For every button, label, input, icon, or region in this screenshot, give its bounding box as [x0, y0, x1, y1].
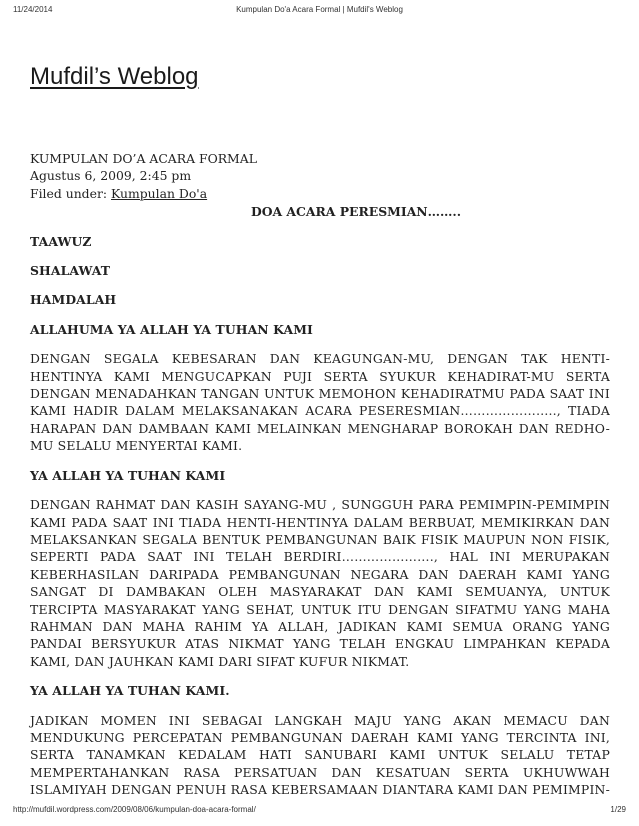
- paragraph-line: MU SELALU MENYERTAI KAMI.: [30, 438, 243, 454]
- paragraph-line: KAMI HADIR DALAM MELAKSANAKAN ACARA PESERESMIAN………………….., TIADA: [30, 403, 610, 419]
- print-date: 11/24/2014: [13, 5, 53, 14]
- post-date: Agustus 6, 2009, 2:45 pm: [30, 168, 192, 184]
- paragraph-line: MELAKSANKAN SEGALA BENTUK PEMBANGUNAN BAIK FISIK MAUPUN NON FISIK,: [30, 531, 610, 547]
- category-link[interactable]: Kumpulan Do'a: [111, 185, 208, 201]
- prayer-heading: HAMDALAH: [30, 292, 117, 308]
- paragraph-line: KEBERHASILAN DARIPADA PEMBANGUNAN NEGARA DAN DAERAH KAMI YANG: [30, 566, 610, 582]
- paragraph-line: SEPERTI PADA SAAT INI TELAH BERDIRI…………………., HAL INI MERUPAKAN: [30, 549, 610, 565]
- post-category-line: [30, 185, 610, 202]
- post-title: KUMPULAN DO’A ACARA FORMAL: [30, 151, 257, 166]
- print-page-title: Kumpulan Do'a Acara Formal | Mufdil's Weblog: [236, 5, 403, 14]
- paragraph-line: TERCIPTA MASYARAKAT YANG SEHAT, UNTUK ITU DENGAN SIFATMU YANG MAHA: [30, 601, 610, 617]
- paragraph-line: HARAPAN DAN DAMBAAN KAMI MELAINKAN MENGHARAP BOROKAH DAN REDHO-: [30, 420, 610, 436]
- paragraph-line: JADIKAN MOMEN INI SEBAGAI LANGKAH MAJU YANG AKAN MEMACU DAN: [30, 712, 610, 728]
- section-title: DOA ACARA PERESMIAN……..: [250, 204, 462, 220]
- paragraph-line: DENGAN SEGALA KEBESARAN DAN KEAGUNGAN-MU, DENGAN TAK HENTI-: [30, 351, 610, 367]
- print-url: http://mufdil.wordpress.com/2009/08/06/kumpulan-doa-acara-formal/: [13, 805, 256, 814]
- prayer-paragraph: [30, 350, 610, 454]
- prayer-heading: SHALAWAT: [30, 263, 111, 279]
- paragraph-line: MENDUKUNG PERCEPATAN PEMBANGUNAN DAERAH KAMI YANG TERCINTA INI,: [30, 729, 610, 745]
- post-content: [30, 150, 610, 799]
- paragraph-line: DENGAN RAHMAT DAN KASIH SAYANG-MU , SUNGGUH PARA PEMIMPIN-PEMIMPIN: [30, 497, 610, 513]
- prayer-heading: ALLAHUMA YA ALLAH YA TUHAN KAMI: [30, 321, 313, 337]
- paragraph-line: SERTA TANAMKAN KEDALAM HATI SANUBARI KAMI UNTUK SELALU TETAP: [30, 747, 610, 763]
- prayer-heading: TAAWUZ: [30, 233, 92, 249]
- paragraph-line: MEMPERTAHANKAN RASA PERSATUAN DAN KESATUAN SERTA UKHUWWAH: [30, 764, 610, 780]
- post-body: [30, 233, 610, 799]
- paragraph-line: ISLAMIYAH DENGAN PENUH RASA KEBERSAMAAN DIANTARA KAMI DAN PEMIMPIN-: [30, 782, 610, 798]
- prayer-paragraph: [30, 496, 610, 670]
- page-number: 1/29: [610, 805, 626, 814]
- prayer-paragraph: [30, 712, 610, 799]
- paragraph-line: PANDAI BERSYUKUR ATAS NIKMAT YANG TELAH ENGKAU LIMPAHKAN KEPADA: [30, 636, 610, 652]
- paragraph-line: KAMI, DAN JAUHKAN KAMI DARI SIFAT KUFUR NIKMAT.: [30, 653, 410, 669]
- filed-under-label: Filed under:: [30, 185, 108, 201]
- paragraph-line: KAMI PADA SAAT INI TIADA HENTI-HENTINYA DALAM BERBUAT, MEMIKIRKAN DAN: [30, 514, 610, 530]
- prayer-heading: YA ALLAH YA TUHAN KAMI.: [30, 683, 230, 699]
- paragraph-line: DENGAN MENADAHKAN TANGAN UNTUK MEMOHON KEHADIRATMU PADA SAAT INI: [30, 386, 610, 402]
- paragraph-line: SANGAT DI DAMBAKAN OLEH MASYARAKAT DAN KAMI SEMUANYA, UNTUK: [30, 584, 610, 600]
- paragraph-line: HENTINYA KAMI MENGUCAPKAN PUJI SERTA SYUKUR KEHADIRAT-MU SERTA: [30, 368, 610, 384]
- blog-title-link[interactable]: Mufdil’s Weblog: [30, 63, 199, 90]
- prayer-heading: YA ALLAH YA TUHAN KAMI: [30, 467, 226, 483]
- print-footer: [13, 805, 626, 817]
- print-header: [13, 5, 626, 17]
- paragraph-line: RAHMAN DAN MAHA RAHIM YA ALLAH, JADIKAN KAMI SEMUA ORANG YANG: [30, 618, 610, 634]
- post-meta: [30, 150, 610, 202]
